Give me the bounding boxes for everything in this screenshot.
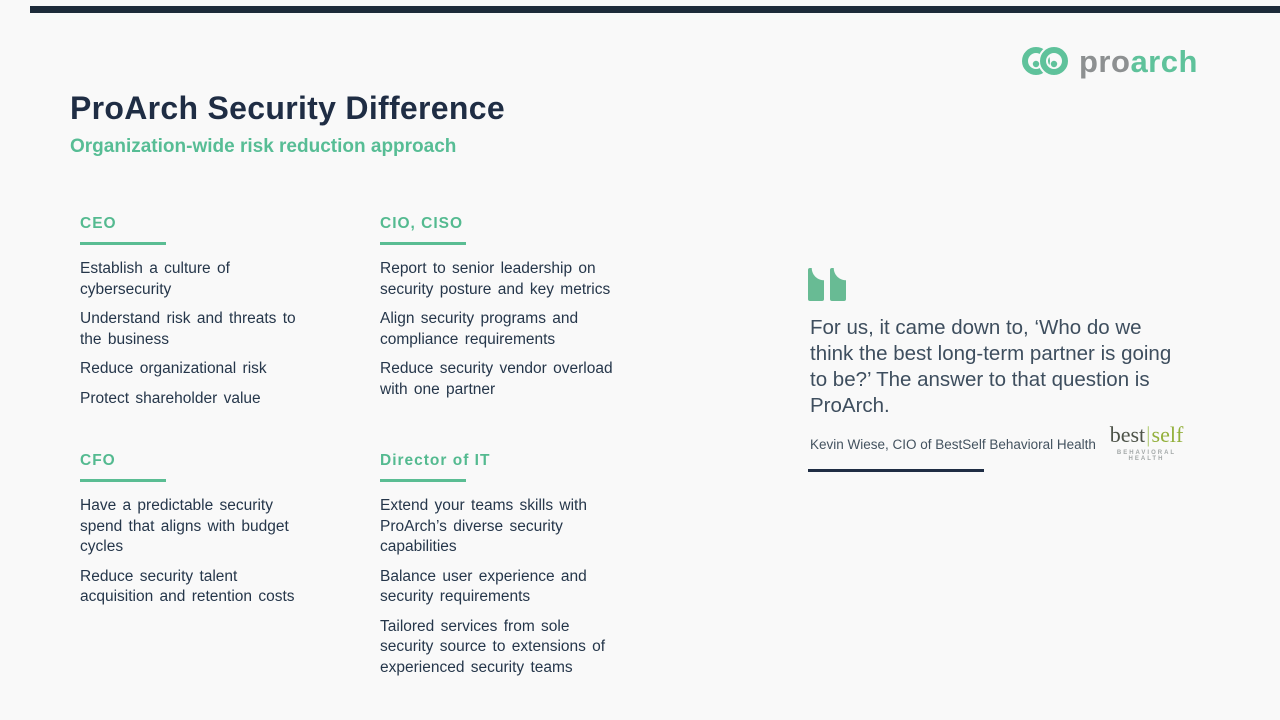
bestself-separator: | — [1146, 422, 1151, 447]
director-it-heading: Director of IT — [380, 452, 491, 469]
ceo-item: Establish a culture of cybersecurity — [80, 260, 230, 298]
proarch-logo-icon — [1022, 39, 1070, 84]
ceo-item: Protect shareholder value — [80, 389, 261, 407]
proarch-logo-wordmark — [1079, 43, 1198, 79]
quote-comma-shape — [808, 268, 824, 301]
bestself-self-text: self — [1151, 422, 1184, 447]
logo-arch-text: arch — [1130, 43, 1198, 79]
cfo-item: Reduce security talent acquisition and retention costs — [80, 567, 295, 605]
logo-pro-text: pro — [1079, 43, 1131, 79]
open-quote-icon — [808, 268, 846, 301]
quote-divider-line — [808, 469, 984, 472]
cio-ciso-item: Report to senior leadership on security posture and key metrics — [380, 260, 611, 298]
director-it-item: Tailored services from sole security source to extensions of experienced security teams — [380, 617, 606, 676]
quote-text: For us, it came down to, ‘Who do we think the best long-term partner is going to be?’ The answer to that question is ProArch. — [810, 316, 1172, 417]
cfo-item: Have a predictable security spend that aligns with budget cycles — [80, 497, 289, 555]
bestself-best-text: best — [1109, 422, 1146, 447]
director-it-heading-underline — [380, 479, 466, 482]
ceo-item: Reduce organizational risk — [80, 360, 267, 377]
column-cio-ciso — [380, 215, 628, 409]
page-title: ProArch Security Difference — [70, 90, 505, 126]
bestself-wordmark — [1105, 424, 1188, 446]
ceo-heading: CEO — [80, 215, 117, 232]
director-it-item: Extend your teams skills with ProArch’s diverse security capabilities — [380, 497, 587, 555]
cio-ciso-item: Reduce security vendor overload with one partner — [380, 360, 613, 398]
cio-ciso-item: Align security programs and compliance requirements — [380, 310, 579, 348]
ceo-item: Understand risk and threats to the business — [80, 310, 296, 348]
top-accent-bar — [30, 6, 1280, 13]
cio-ciso-heading-underline — [380, 242, 466, 245]
quote-comma-shape — [830, 268, 846, 301]
proarch-logo — [1022, 40, 1198, 82]
cfo-heading-underline — [80, 479, 166, 482]
column-director-it — [380, 452, 628, 687]
column-cfo — [80, 452, 305, 617]
quote-attribution: Kevin Wiese, CIO of BestSelf Behavioral Health — [810, 437, 1096, 452]
cfo-heading: CFO — [80, 452, 116, 469]
bestself-tagline: BEHAVIORAL HEALTH — [1116, 450, 1177, 462]
director-it-item: Balance user experience and security requirements — [380, 567, 587, 605]
column-ceo — [80, 215, 305, 418]
page-subtitle: Organization-wide risk reduction approach — [70, 136, 457, 157]
cio-ciso-heading: CIO, CISO — [380, 215, 464, 232]
bestself-logo — [1105, 424, 1188, 462]
ceo-heading-underline — [80, 242, 166, 245]
